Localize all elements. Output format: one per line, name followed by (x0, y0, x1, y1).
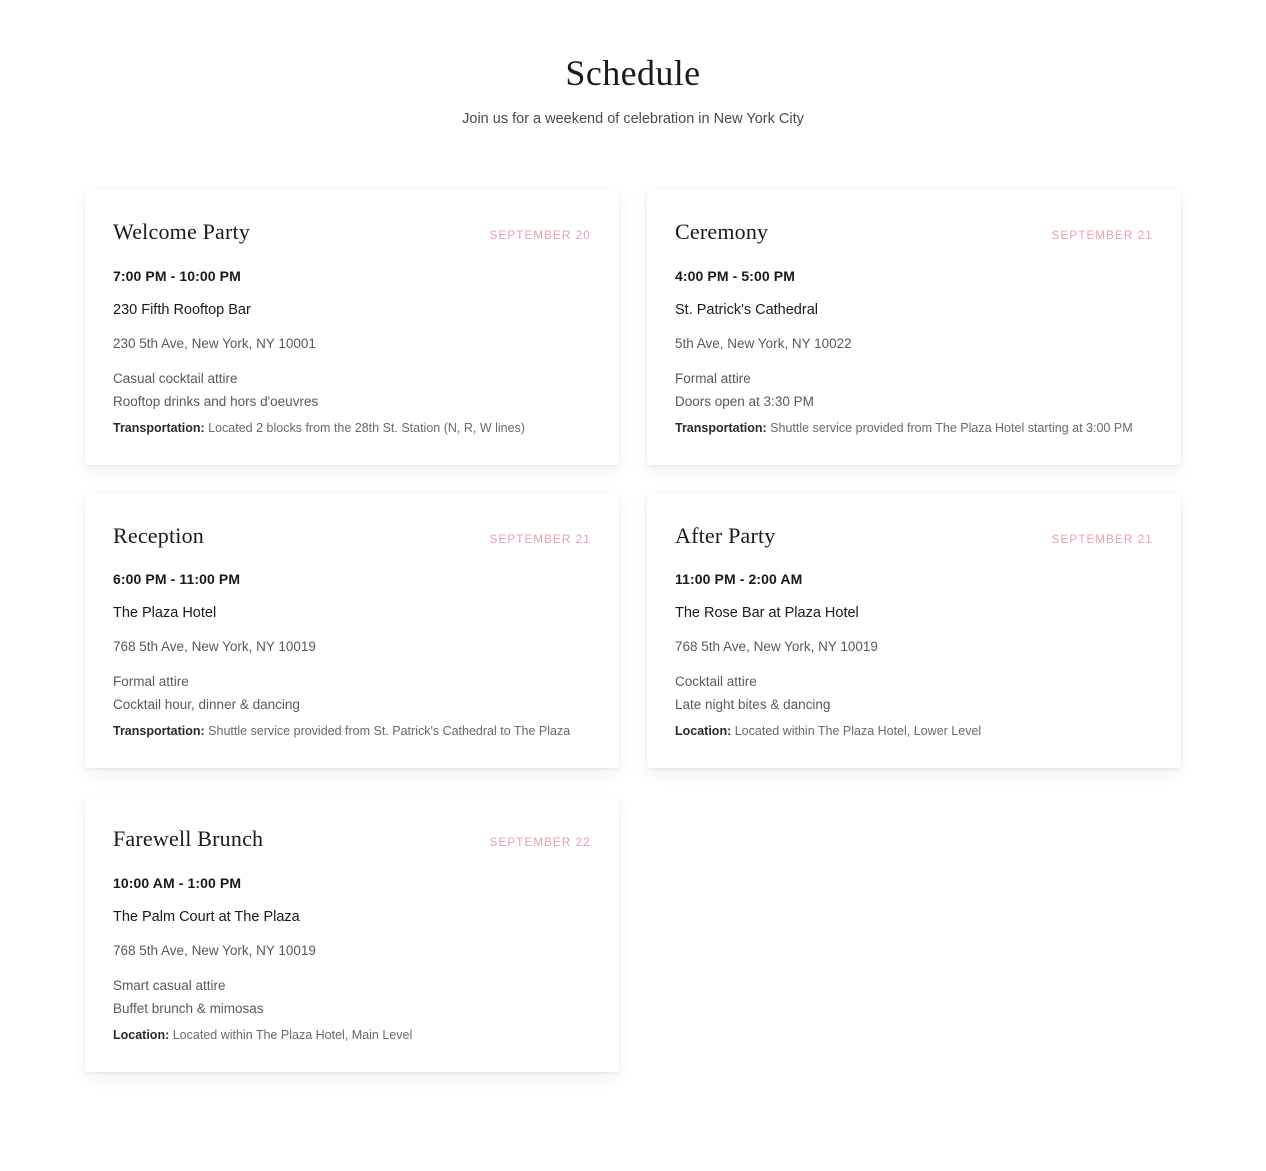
event-card-welcome-party (85, 189, 619, 465)
event-address: 768 5th Ave, New York, NY 10019 (113, 942, 316, 958)
event-card-ceremony (647, 189, 1181, 465)
event-title: Ceremony (675, 219, 769, 245)
event-venue: The Palm Court at The Plaza (113, 908, 300, 925)
event-date: SEPTEMBER 21 (489, 533, 591, 546)
event-time: 6:00 PM - 11:00 PM (113, 571, 241, 588)
event-venue: The Rose Bar at Plaza Hotel (675, 605, 859, 622)
event-note-label: Location: (113, 1027, 170, 1042)
event-note-text: Located 2 blocks from the 28th St. Station (N, R, W lines) (208, 420, 525, 435)
event-date: SEPTEMBER 21 (1051, 230, 1153, 243)
event-attire: Smart casual attire (113, 977, 226, 993)
event-note (113, 1026, 591, 1044)
event-title: After Party (675, 522, 776, 548)
event-date: SEPTEMBER 22 (489, 837, 591, 850)
event-note (113, 419, 591, 437)
page-header (0, 52, 1266, 127)
event-note-text: Shuttle service provided from The Plaza Hotel starting at 3:00 PM (770, 420, 1133, 435)
event-note-label: Transportation: (113, 724, 205, 739)
event-card-reception (85, 493, 619, 769)
card-header (675, 219, 1153, 245)
event-date: SEPTEMBER 20 (489, 230, 591, 243)
event-note (675, 722, 1153, 740)
event-address: 768 5th Ave, New York, NY 10019 (113, 639, 316, 655)
event-note-text: Located within The Plaza Hotel, Lower Level (734, 724, 982, 739)
event-note-label: Location: (675, 724, 732, 739)
event-venue: St. Patrick's Cathedral (675, 301, 818, 318)
card-header (113, 523, 591, 549)
event-note-label: Transportation: (675, 420, 767, 435)
event-note (113, 722, 591, 740)
event-attire: Formal attire (113, 674, 189, 690)
event-details: Doors open at 3:30 PM (675, 393, 814, 409)
event-details: Cocktail hour, dinner & dancing (113, 697, 300, 713)
event-note-text: Located within The Plaza Hotel, Main Level (172, 1027, 413, 1042)
event-time: 7:00 PM - 10:00 PM (113, 267, 241, 284)
event-address: 5th Ave, New York, NY 10022 (675, 335, 852, 351)
event-time: 4:00 PM - 5:00 PM (675, 267, 795, 284)
card-header (113, 219, 591, 245)
event-details: Rooftop drinks and hors d'oeuvres (113, 393, 319, 409)
event-note-text: Shuttle service provided from St. Patrick's Cathedral to The Plaza (208, 724, 571, 739)
page-subtitle: Join us for a weekend of celebration in New York City (462, 111, 804, 128)
event-note (675, 419, 1153, 437)
schedule-cards-grid (85, 189, 1181, 1072)
event-address: 768 5th Ave, New York, NY 10019 (675, 639, 878, 655)
event-time: 10:00 AM - 1:00 PM (113, 874, 242, 891)
event-date: SEPTEMBER 21 (1051, 533, 1153, 546)
event-venue: The Plaza Hotel (113, 605, 217, 622)
event-details: Late night bites & dancing (675, 697, 831, 713)
event-attire: Casual cocktail attire (113, 370, 238, 386)
event-time: 11:00 PM - 2:00 AM (675, 571, 803, 588)
event-address: 230 5th Ave, New York, NY 10001 (113, 335, 316, 351)
event-attire: Formal attire (675, 370, 751, 386)
event-title: Farewell Brunch (113, 826, 264, 852)
event-details: Buffet brunch & mimosas (113, 1000, 264, 1016)
card-header (113, 826, 591, 852)
event-venue: 230 Fifth Rooftop Bar (113, 301, 251, 318)
card-header (675, 523, 1153, 549)
page-title: Schedule (565, 53, 701, 93)
event-card-after-party (647, 493, 1181, 769)
event-title: Welcome Party (113, 219, 251, 245)
event-attire: Cocktail attire (675, 674, 757, 690)
event-note-label: Transportation: (113, 420, 205, 435)
event-card-farewell-brunch (85, 796, 619, 1072)
event-title: Reception (113, 522, 204, 548)
